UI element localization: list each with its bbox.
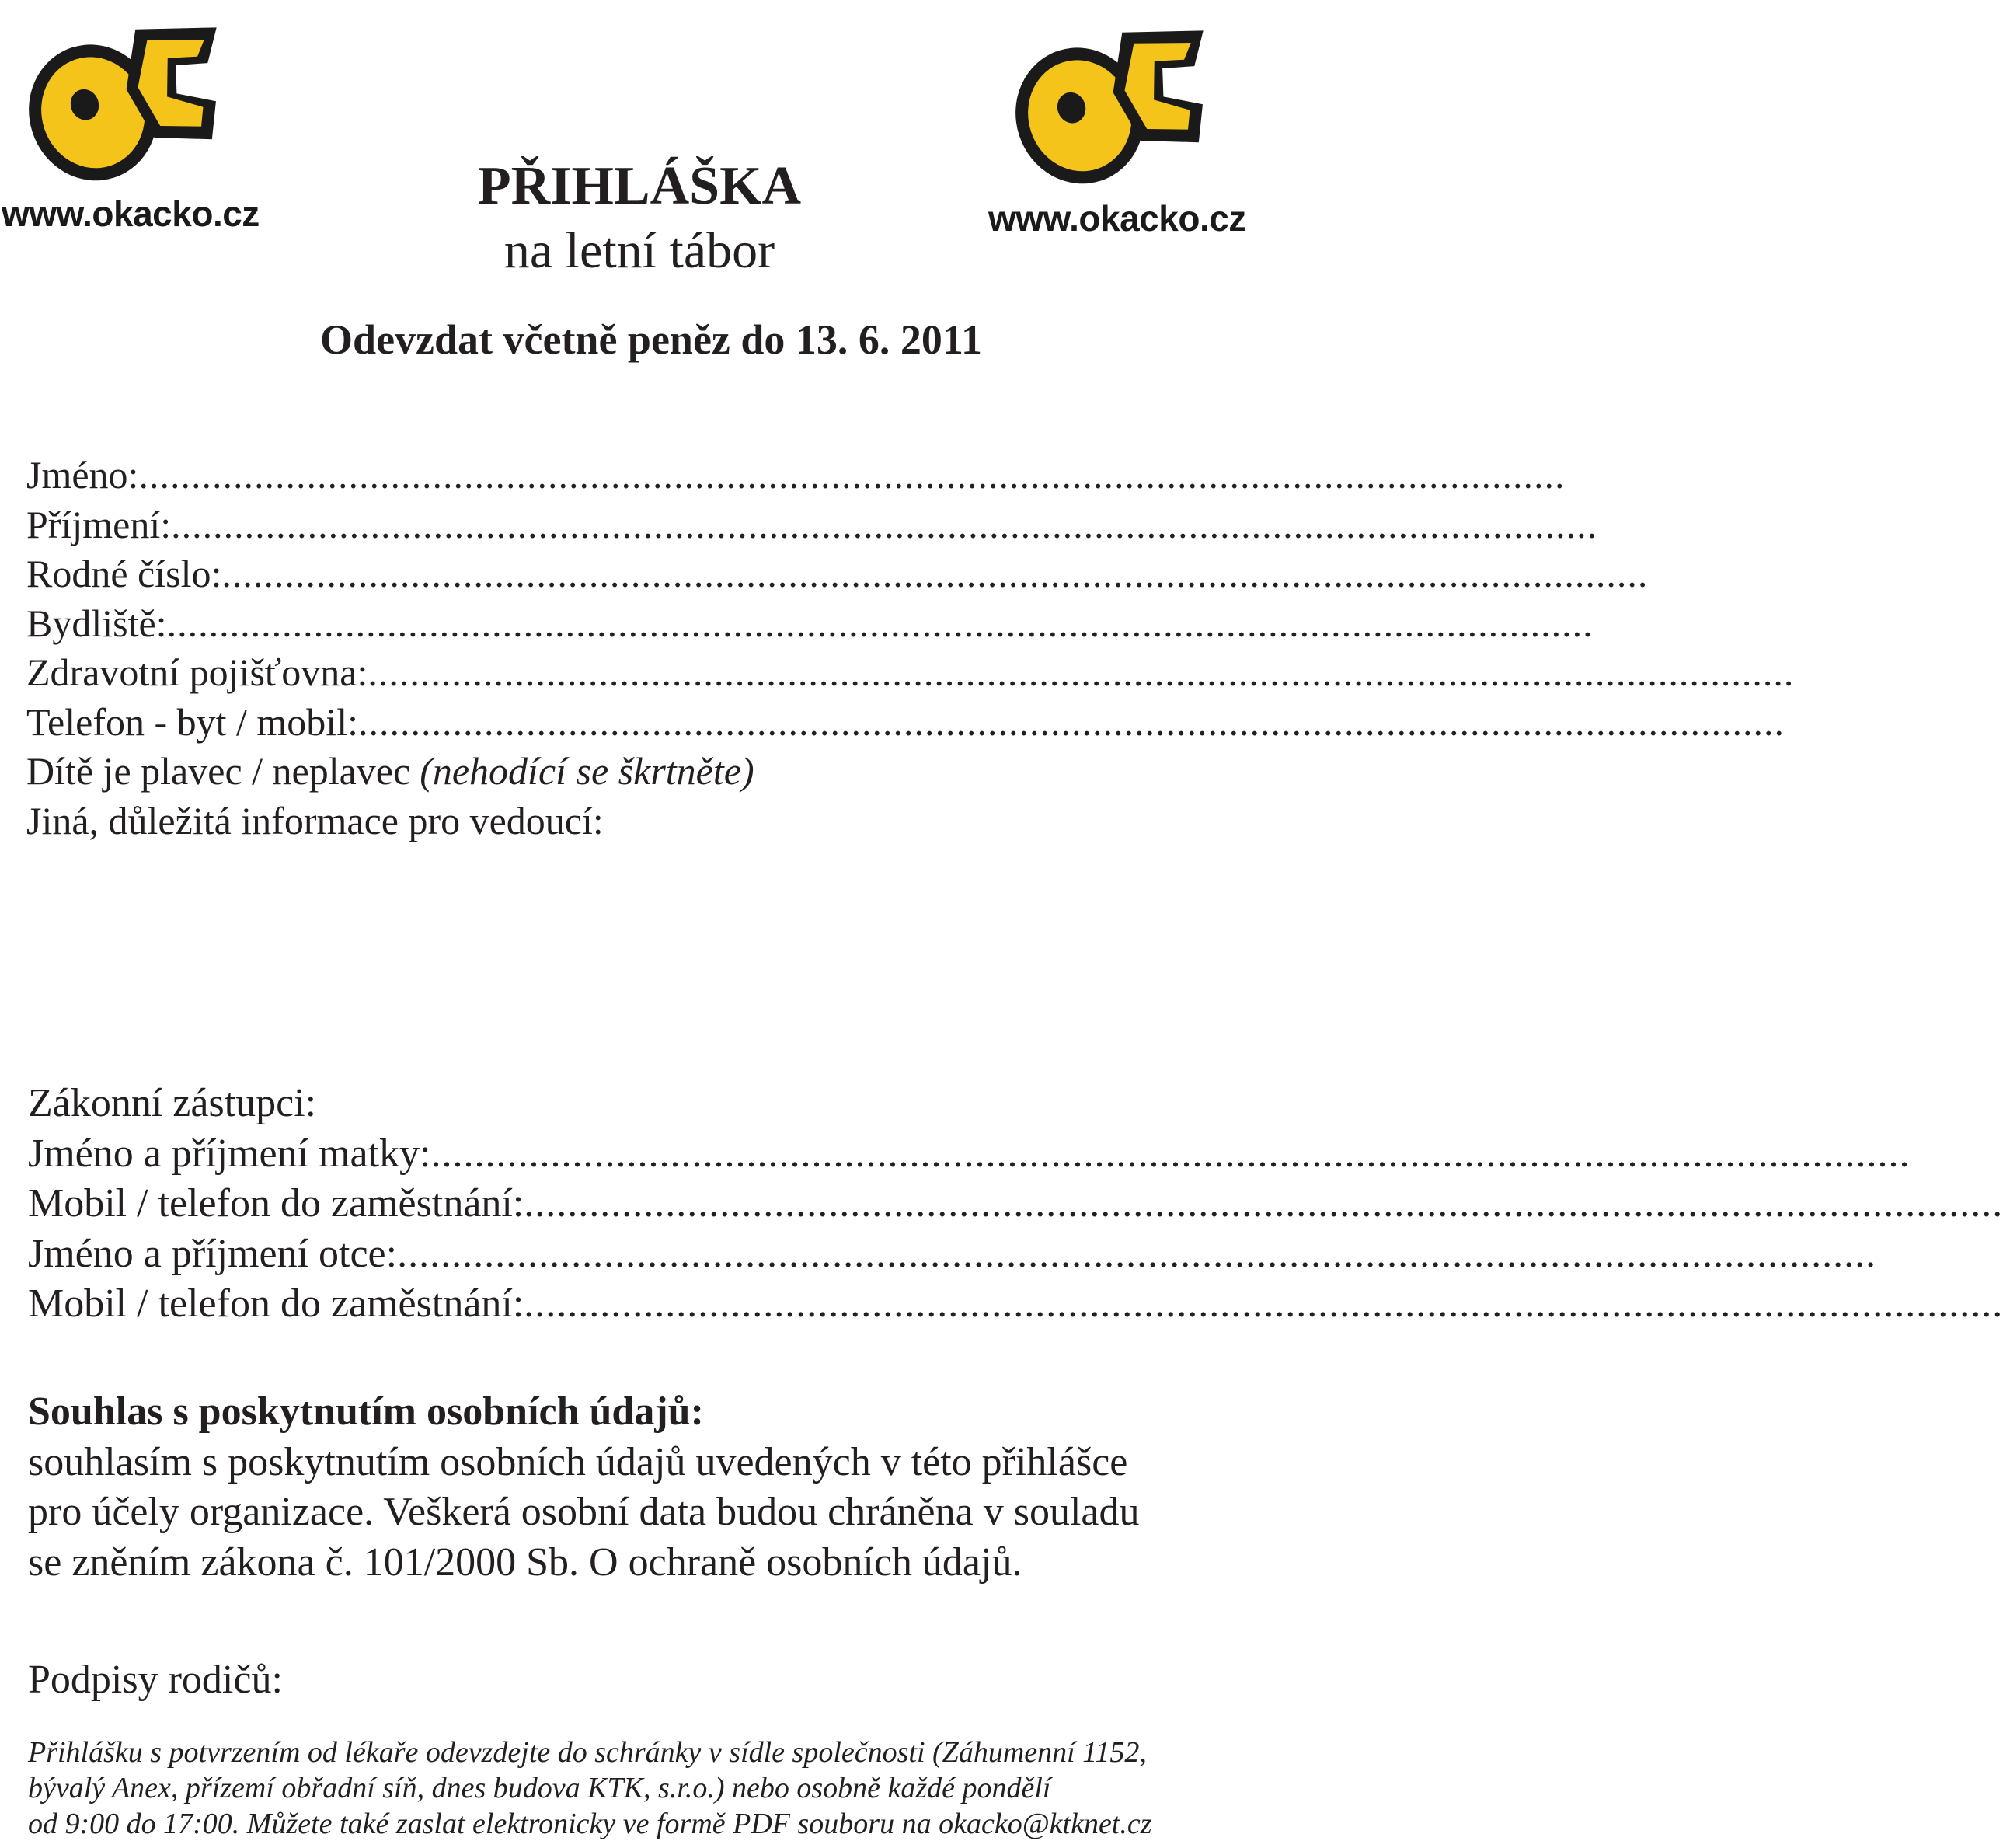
field-address[interactable] <box>26 599 1594 649</box>
consent-text-line: se zněním zákona č. 101/2000 Sb. O ochraně osobních údajů. <box>28 1539 1022 1585</box>
fill-in-dots: ........................................................................................................................................ <box>430 1131 1911 1176</box>
consent-text-line: pro účely organizace. Veškerá osobní data budou chráněna v souladu <box>28 1490 1140 1534</box>
form-subtitle: na letní tábor <box>503 222 775 279</box>
guardians-heading: Zákonní zástupci: <box>28 1081 317 1125</box>
parent-signatures-label: Podpisy rodičů: <box>28 1658 283 1702</box>
field-mother-name[interactable] <box>28 1129 1911 1180</box>
consent-text-line: souhlasím s poskytnutím osobních údajů uvedených v této přihlášce <box>28 1439 1128 1484</box>
fill-in-dots: ........................................................................................................................................ <box>524 1181 2003 1226</box>
field-label: Jméno: <box>26 453 139 497</box>
fill-in-dots: ........................................................................................................................................ <box>357 699 1785 744</box>
field-father-phone[interactable] <box>28 1279 2003 1330</box>
instructions-line: bývalý Anex, přízemí obřadní síň, dnes budova KTK, s.r.o.) nebo osobně každé pondělí <box>28 1772 1051 1804</box>
field-phone[interactable] <box>26 698 1785 748</box>
consent-heading: Souhlas s poskytnutím osobních údajů: <box>28 1389 704 1434</box>
website-url: www.okacko.cz <box>2 194 260 234</box>
submission-instructions <box>28 1735 1279 1842</box>
field-label: Jméno a příjmení matky: <box>28 1131 431 1176</box>
field-first-name[interactable] <box>26 451 1566 500</box>
form-title: PŘIHLÁŠKA <box>477 156 802 216</box>
instructions-line: Přihlášku s potvrzením od lékaře odevzdejte do schránky v sídle společnosti (Záhumenní 1152, <box>28 1736 1147 1769</box>
fill-in-dots: ........................................................................................................................................ <box>221 552 1649 595</box>
swimmer-line <box>26 747 1245 797</box>
field-label: Zdravotní pojišťovna: <box>26 650 368 694</box>
field-label: Příjmení: <box>26 502 172 546</box>
field-mother-phone[interactable] <box>28 1179 2003 1229</box>
instructions-line: od 9:00 do 17:00. Můžete také zaslat elektronicky ve formě PDF souboru na okacko@ktknet.cz <box>28 1808 1152 1840</box>
fill-in-dots: ........................................................................................................................................ <box>368 650 1795 694</box>
field-surname[interactable] <box>26 500 1598 550</box>
field-label: Telefon - byt / mobil: <box>26 699 358 744</box>
field-label: Mobil / telefon do zaměstnání: <box>28 1181 524 1226</box>
other-info-line[interactable] <box>26 797 1245 846</box>
child-info-section <box>26 451 1795 846</box>
field-label: Jméno a příjmení otce: <box>28 1231 398 1276</box>
field-health-insurance[interactable] <box>26 648 1795 698</box>
field-father-name[interactable] <box>28 1229 1877 1280</box>
guardians-section <box>28 1079 2003 1330</box>
field-label: Mobil / telefon do zaměstnání: <box>28 1281 524 1326</box>
consent-section <box>28 1387 1279 1588</box>
fill-in-dots: ........................................................................................................................................ <box>138 453 1566 497</box>
field-birth-number[interactable] <box>26 549 1649 599</box>
website-url: www.okacko.cz <box>988 198 1246 239</box>
other-info-label: Jiná, důležitá informace pro vedoucí: <box>26 798 604 842</box>
fill-in-dots: ........................................................................................................................................ <box>171 502 1598 546</box>
field-label: Rodné číslo: <box>26 552 222 595</box>
fill-in-dots: ........................................................................................................................................ <box>397 1231 1877 1276</box>
submission-deadline: Odevzdat včetně peněz do 13. 6. 2011 <box>320 316 982 363</box>
fill-in-dots: ........................................................................................................................................ <box>166 601 1594 645</box>
fill-in-dots: ........................................................................................................................................ <box>524 1281 2003 1326</box>
swimmer-note: (nehodící se škrtněte) <box>420 749 754 793</box>
field-label: Bydliště: <box>26 601 167 645</box>
swimmer-text: Dítě je plavec / neplavec <box>26 749 411 793</box>
